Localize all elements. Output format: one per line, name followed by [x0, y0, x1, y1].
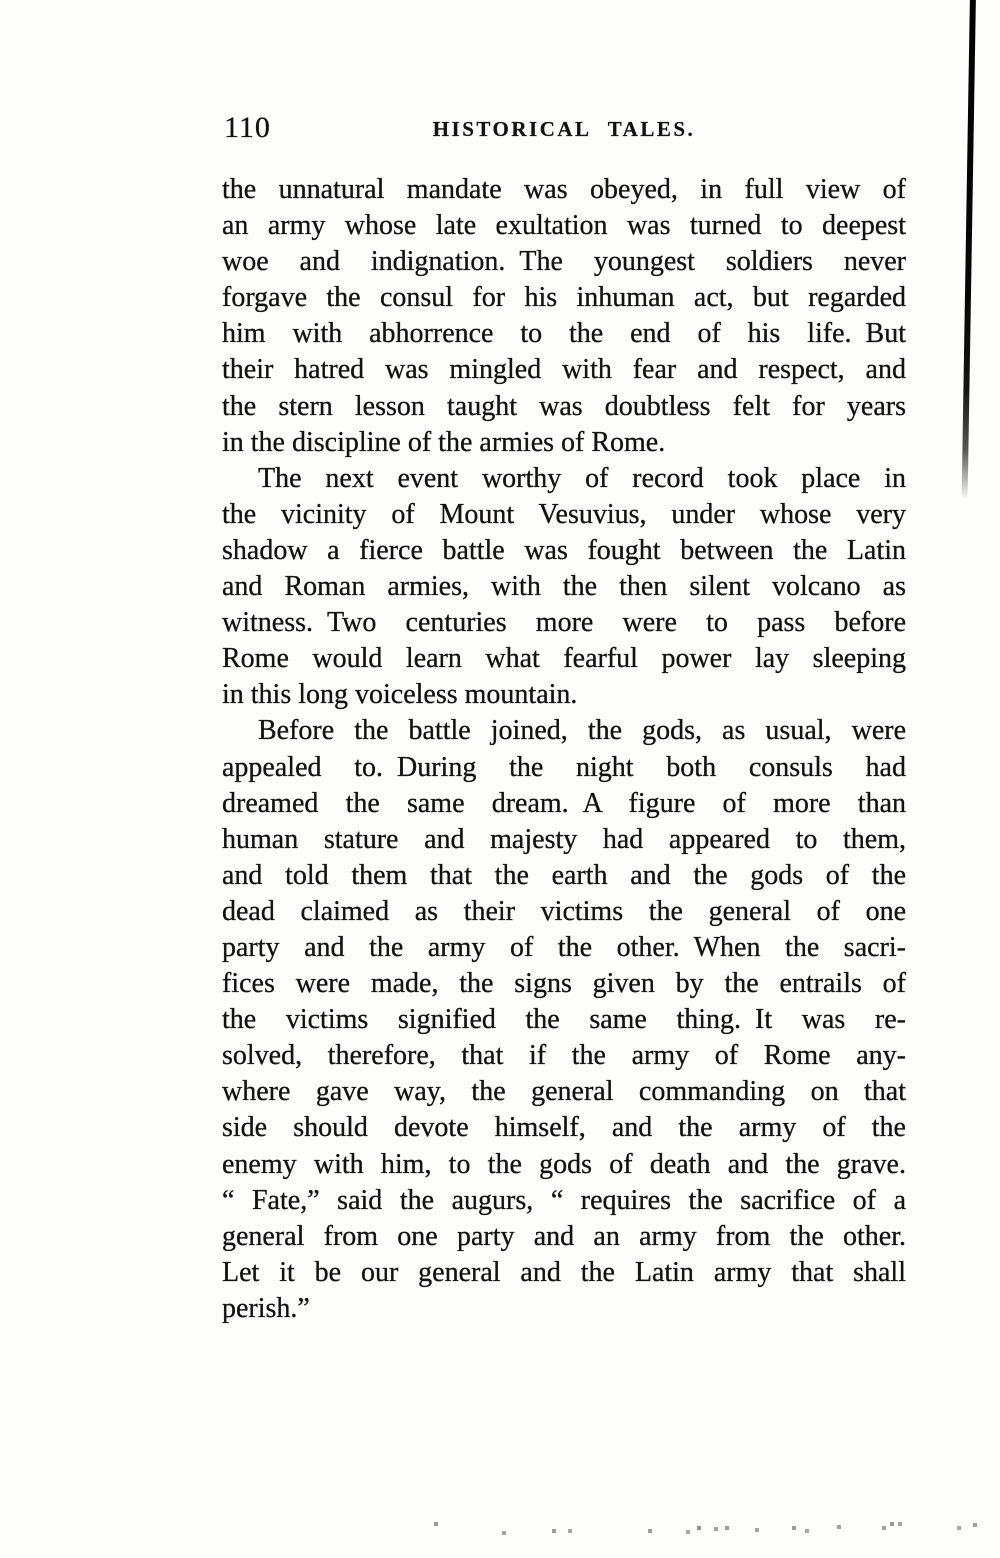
text-line: “ Fate,” said the augurs, “ requires the sacrifice of a — [222, 1184, 906, 1216]
text-line: dead claimed as their victims the general of one — [222, 895, 906, 927]
text-line: in this long voiceless mountain. — [222, 679, 578, 711]
text-line: appealed to. During the night both consuls had — [222, 751, 906, 783]
binding-edge-artifact — [962, 0, 976, 500]
text-line: fices were made, the signs given by the entrails of — [222, 968, 906, 1000]
text-line: enemy with him, to the gods of death and the grave. — [222, 1148, 906, 1180]
text-line: the victims signified the same thing. It was re- — [222, 1004, 906, 1036]
text-line: solved, therefore, that if the army of Rome any- — [222, 1040, 906, 1072]
text-line: The next event worthy of record took place in — [258, 462, 906, 494]
text-line: him with abhorrence to the end of his life. But — [222, 318, 906, 350]
text-line: dreamed the same dream. A figure of more than — [222, 787, 906, 819]
text-line: Rome would learn what fearful power lay sleeping — [222, 643, 906, 675]
text-line: perish.” — [222, 1292, 310, 1324]
text-line: the vicinity of Mount Vesuvius, under whose very — [222, 498, 906, 530]
running-head-title: HISTORICAL TALES. — [432, 117, 696, 141]
text-block — [222, 172, 906, 1327]
text-line: party and the army of the other. When the sacri- — [222, 931, 906, 963]
page-number: 110 — [224, 111, 271, 144]
text-line: Before the battle joined, the gods, as usual, were — [258, 715, 906, 747]
paragraph — [222, 461, 906, 714]
text-line: the unnatural mandate was obeyed, in full view of — [222, 174, 906, 205]
text-line: woe and indignation. The youngest soldiers never — [222, 246, 906, 278]
text-line: human stature and majesty had appeared to them, — [222, 823, 906, 855]
paragraph — [222, 172, 906, 461]
text-line: side should devote himself, and the army of the — [222, 1112, 906, 1144]
text-line: and Roman armies, with the then silent volcano as — [222, 571, 906, 603]
text-line: witness. Two centuries more were to pass before — [222, 607, 906, 639]
text-line: and told them that the earth and the gods of the — [222, 859, 906, 891]
text-line: forgave the consul for his inhuman act, but regarded — [222, 282, 906, 314]
page-header — [222, 112, 906, 148]
text-line: the stern lesson taught was doubtless felt for years — [222, 390, 906, 422]
scan-noise-specks — [0, 0, 2, 2]
text-line: an army whose late exultation was turned to deepest — [222, 210, 906, 242]
paragraph — [222, 713, 906, 1327]
text-line: where gave way, the general commanding on that — [222, 1076, 906, 1108]
text-line: shadow a fierce battle was fought between the Latin — [222, 534, 906, 566]
text-line: in the discipline of the armies of Rome. — [222, 426, 666, 458]
text-line: Let it be our general and the Latin army that shall — [222, 1256, 906, 1288]
text-line: general from one party and an army from the other. — [222, 1220, 906, 1252]
text-line: their hatred was mingled with fear and respect, and — [222, 354, 906, 386]
